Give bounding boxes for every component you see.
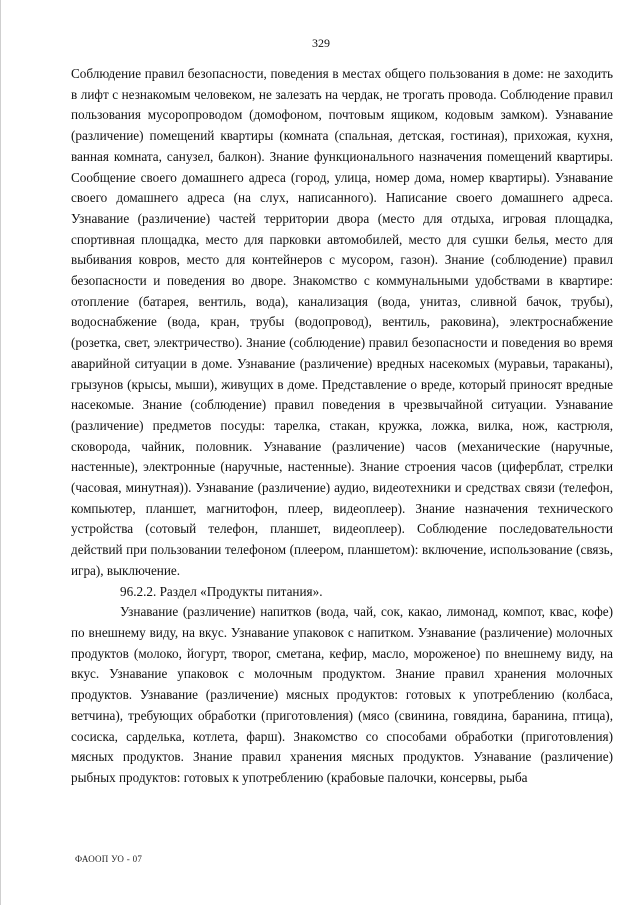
document-footer: ФАООП УО - 07 [75, 854, 143, 864]
section-heading-food: 96.2.2. Раздел «Продукты питания». [120, 583, 323, 599]
paragraph-food-products: Узнавание (различение) напитков (вода, чай, сок, какао, лимонад, компот, квас, кофе) по внешнему виду, на вкус. Узнавание упаковок с напитком. Узнавание (различение) молочных продуктов (молоко, йогурт, творог, сметана, кефир, масло, мороженое) по внешнему виду, на вкус. Узнавание упаковок с молочным продуктом. Знание правил хранения молочных продуктов. Узнавание (различение) мясных продуктов: готовых к употреблению (колбаса, ветчина), требующих обработки (приготовления) (мясо (свинина, говядина, баранина, птица), сосиска, сарделька, котлета, фарш). Знакомство со способами обработки (приготовления) мясных продуктов. Знание правил хранения мясных продуктов. Узнавание (различение) рыбных продуктов: готовых к употреблению (крабовые палочки, консервы, рыба [71, 604, 613, 785]
body-text [71, 64, 613, 789]
paragraph-home-safety: Соблюдение правил безопасности, поведения в местах общего пользования в доме: не заходить в лифт с незнакомым человеком, не залезать на чердак, не трогать провода. Соблюдение правил пользования мусоропроводом (домофоном, почтовым ящиком, кодовым замком). Узнавание (различение) помещений квартиры (комната (спальная, детская, гостиная), прихожая, кухня, ванная комната, санузел, балкон). Знание функционального назначения помещений квартиры. Сообщение своего домашнего адреса (город, улица, номер дома, номер квартиры). Узнавание своего домашнего адреса (на слух, написанного). Написание своего домашнего адреса. Узнавание (различение) частей территории двора (место для отдыха, игровая площадка, спортивная площадка, место для парковки автомобилей, место для сушки белья, место для выбивания ковров, место для контейнеров с мусором, газон). Знание (соблюдение) правил безопасности и поведения во дворе. Знакомство с коммунальными удобствами в квартире: отопление (батарея, вентиль, вода), канализация (вода, унитаз, сливной бачок, трубы), водоснабжение (вода, кран, трубы (водопровод), вентиль, раковина), электроснабжение (розетка, свет, электричество). Знание (соблюдение) правил безопасности и поведения во время аварийной ситуации в доме. Узнавание (различение) вредных насекомых (муравьи, тараканы), грызунов (крысы, мыши), живущих в доме. Представление о вреде, который приносят вредные насекомые. Знание (соблюдение) правил поведения в чрезвычайной ситуации. Узнавание (различение) предметов посуды: тарелка, стакан, кружка, ложка, вилка, нож, кастрюля, сковорода, чайник, половник. Узнавание (различение) часов (механические (наручные, настенные), электронные (наручные, настенные). Знание строения часов (циферблат, стрелки (часовая, минутная)). Узнавание (различение) аудио, видеотехники и средствах связи (телефон, компьютер, планшет, магнитофон, плеер, видеоплеер). Знание назначения технического устройства (сотовый телефон, планшет, видеоплеер). Соблюдение последовательности действий при пользовании телефоном (плеером, планшетом): включение, использование (связь, игра), выключение. [71, 66, 613, 578]
page-number: 329 [312, 36, 330, 50]
